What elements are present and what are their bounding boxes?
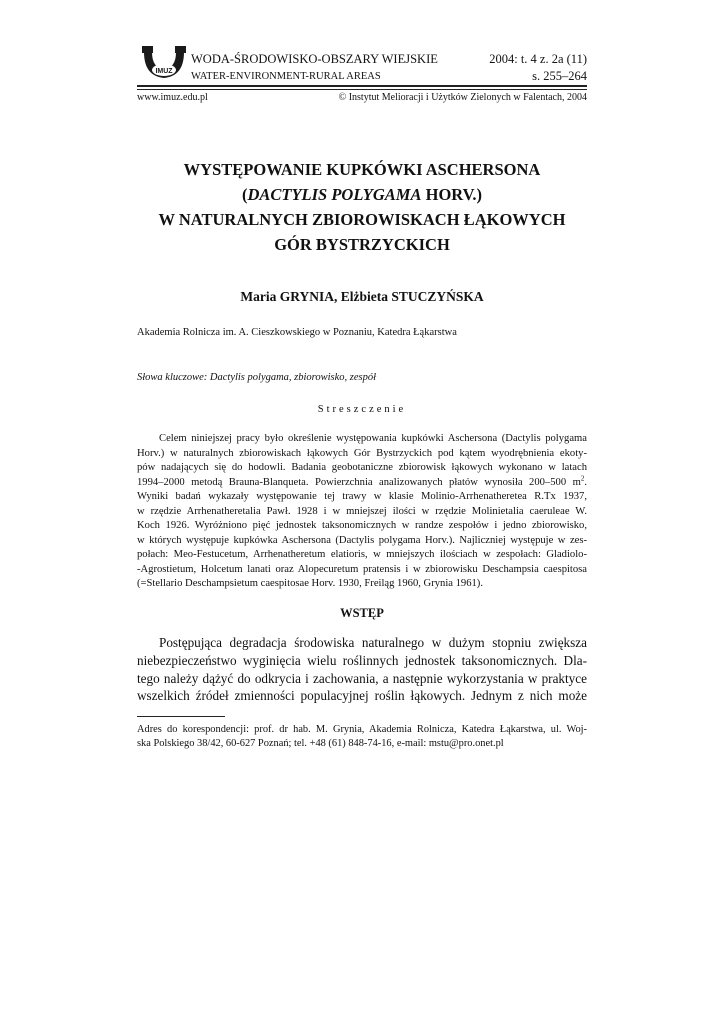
abstract-line: w których występuje kupkówka Aschersona (Dactylis polygama Horv.). Najliczniej występuje w zes- (137, 534, 587, 546)
abstract-line: Koch 1926. Wyróżniono pięć jednostek taksonomicznych w randze zespołów i jedno zbiorowisko, (137, 520, 587, 531)
copyright-note: © Instytut Melioracji i Użytków Zielonych w Falentach, 2004 (338, 92, 587, 103)
abstract-line: w rzędzie Arrhenatheretalia Pawł. 1928 i w mniejszej ilości w rzędzie Molinietalia caeruleae W. (137, 505, 587, 517)
title-line-3: W NATURALNYCH ZBIOROWISKACH ŁĄKOWYCH (158, 210, 566, 229)
journal-issue (489, 51, 587, 85)
footnote-line: ska Polskiego 38/42, 60-627 Poznań; tel. +48 (61) 848-74-16, e-mail: mstu@pro.onet.pl (137, 738, 504, 749)
journal-name (191, 51, 438, 85)
header-rule-thick (137, 85, 587, 87)
abstract-line: (=Stellario Deschampsietum caespitosae Horv. 1930, Freiląg 1960, Grynia 1961). (137, 578, 483, 589)
abstract-line: -Agrostietum, Holcetum lanati oraz Alopecuretum pratensis i w zbiorowisku Deschampsia caespitosa (137, 563, 587, 575)
correspondence-footnote (137, 723, 587, 751)
paper-authors: Maria GRYNIA, Elżbieta STUCZYŃSKA (240, 289, 484, 304)
abstract-line: 1994–2000 metodą Brauna-Blanqueta. Powierzchnia analizowanych płatów wynosiła 200–500 $m^2$. (137, 473, 587, 488)
imuz-logo-graphic (142, 46, 186, 82)
abstract-line: Horv.) w naturalnych zbiorowiskach łąkowych Gór Bystrzyckich pod kątem wyodrębnienia ekoty- (137, 447, 587, 459)
abstract-line: pów nadających się do hodowli. Badania geobotaniczne zbiorowisk łąkowych wykonano w latach (137, 462, 587, 473)
title-author-abbr: HORV.) (425, 185, 483, 204)
journal-url: www.imuz.edu.pl (137, 92, 208, 103)
title-species-name: DACTYLIS POLYGAMA (247, 185, 422, 204)
journal-title: WODA-ŚRODOWISKO-OBSZARY WIEJSKIE (191, 52, 438, 66)
journal-pages: s. 255–264 (532, 69, 587, 83)
paper-title (137, 157, 587, 257)
footnote-line: Adres do korespondencji: prof. dr hab. M. Grynia, Akademia Rolnicza, Katedra Łąkarstwa, ul. Woj- (137, 724, 587, 735)
body-line: wszelkich źródeł zmienności populacyjnej roślin łąkowych. Jednym z nich może (137, 688, 587, 704)
abstract-line: połach: Meo-Festucetum, Arrhenatheretum elatioris, w mniejszych ilościach w zespołach: Gladiolo- (137, 549, 587, 560)
title-line-2: (DACTYLIS POLYGAMA HORV.) (241, 185, 483, 204)
abstract (137, 432, 587, 592)
body-line: Postępująca degradacja środowiska naturalnego w dużym stopniu zwiększa (159, 635, 587, 650)
title-line-1: WYSTĘPOWANIE KUPKÓWKI ASCHERSONA (183, 160, 541, 179)
footnote-rule (137, 716, 225, 717)
body-line: tego należy dążyć do odkrycia i zachowania, a następnie wykorzystania w praktyce (137, 670, 587, 686)
superscript-2: 2 (580, 473, 585, 482)
abstract-heading: Streszczenie (317, 404, 407, 415)
author-affiliation: Akademia Rolnicza im. A. Cieszkowskiego w Poznaniu, Katedra Łąkarstwa (137, 327, 457, 338)
abstract-line: Celem niniejszej pracy było określenie występowania kupkówki Aschersona (Dactylis polygama (159, 433, 587, 444)
section-heading: WSTĘP (340, 606, 384, 620)
body-line: niebezpieczeństwo wyginięcia wielu roślinnych jednostek taksonomicznych. Dla- (137, 652, 587, 668)
imuz-logo (142, 46, 186, 82)
journal-subtitle: WATER-ENVIRONMENT-RURAL AREAS (191, 71, 381, 82)
journal-volume: 2004: t. 4 z. 2a (11) (489, 52, 587, 66)
body-text (137, 634, 587, 705)
keywords: Słowa kluczowe: Dactylis polygama, zbiorowisko, zespół (137, 372, 377, 383)
abstract-line: Wyniki badań wykazały występowanie tej trawy w klasie Molinio-Arrhenatheretea R.Tx 1937, (137, 491, 587, 502)
header-rule-thin (137, 89, 587, 90)
title-line-4: GÓR BYSTRZYCKICH (274, 235, 450, 254)
svg-text:IMUZ: IMUZ (155, 68, 173, 75)
